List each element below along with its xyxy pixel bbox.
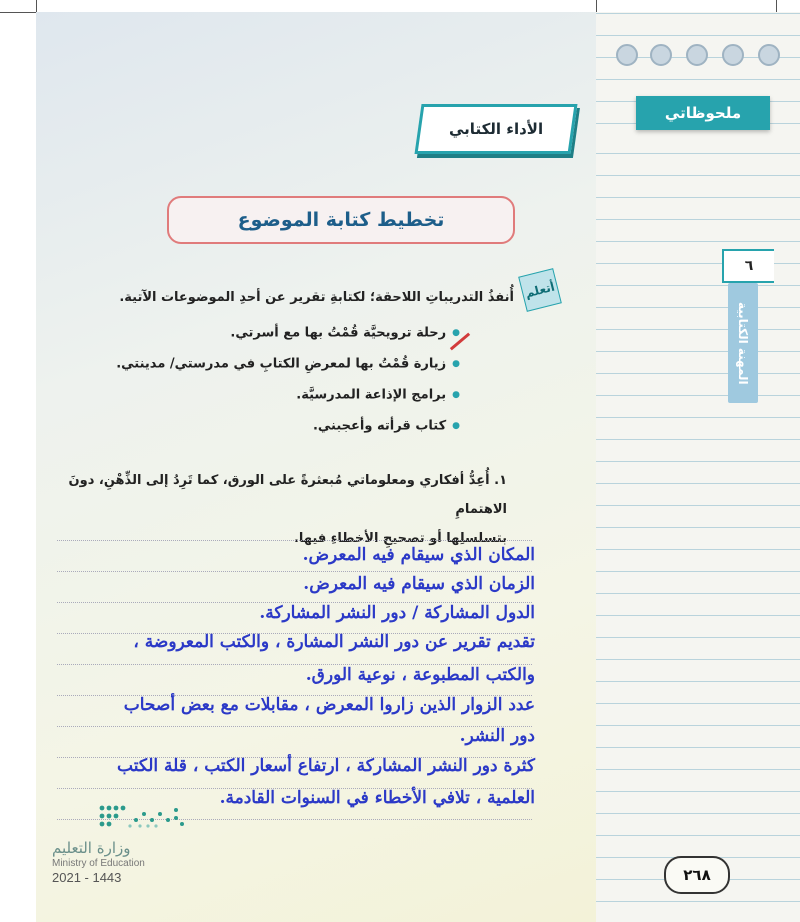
learn-book-icon: أتعلم [518, 268, 562, 312]
crop-mark [0, 12, 36, 13]
crop-mark [596, 0, 597, 12]
ministry-year: 2021 - 1443 [52, 870, 122, 885]
binder-hole [686, 44, 708, 66]
answer-line [57, 540, 532, 541]
list-item: ● برامج الإذاعة المدرسيَّة. [60, 384, 460, 415]
ministry-name-english: Ministry of Education [52, 858, 145, 869]
list-item: ● كتاب قرأته وأعجبني. [60, 415, 460, 446]
ministry-name-arabic: وزارة التعليم [52, 839, 131, 857]
handwritten-answer: المكان الذي سيقام فيه المعرض. [302, 545, 535, 565]
handwritten-answer: الدول المشاركة / دور النشر المشاركة. [259, 603, 535, 623]
notes-label: ملحوظاتي [636, 96, 770, 130]
task-line: ١. أُعِدُّ أفكاري ومعلوماتي مُبعثرةً على الورق، كما تَرِدُ إلى الذِّهْنِ، دونَ الاهتمامِ [68, 473, 507, 517]
handwritten-answer: دور النشر. [459, 726, 535, 746]
binder-hole [650, 44, 672, 66]
instruction-text: أُنفذُ التدريباتِ اللاحقة؛ لكتابةِ تقرير عن أحدِ الموضوعات الآتية. [119, 290, 514, 305]
unit-number: ٦ [722, 249, 774, 283]
handwritten-answer: كثرة دور النشر المشاركة ، ارتفاع أسعار الكتب ، قلة الكتب [117, 756, 535, 776]
crop-mark [776, 0, 777, 12]
section-tab-label: الأداء الكتابي [448, 120, 544, 138]
crop-mark [36, 0, 37, 12]
list-item: ● زيارة قُمْتُ بها لمعرضِ الكتابِ في مدرستي/ مدينتي. [60, 353, 460, 384]
handwritten-answer: العلمية ، تلافي الأخطاء في السنوات القادمة. [219, 788, 535, 808]
handwritten-answer: تقديم تقرير عن دور النشر المشارة ، والكتب المعروضة ، [133, 632, 535, 652]
handwritten-answer: عدد الزوار الذين زاروا المعرض ، مقابلات مع بعض أصحاب [123, 695, 535, 715]
task-line: بتسلسلِها أو تصحيحِ الأخطاءِ فيها. [293, 531, 507, 546]
handwritten-answer: والكتب المطبوعة ، نوعية الورق. [305, 665, 535, 685]
answer-line [57, 571, 532, 572]
ministry-logo-icon [96, 800, 188, 832]
handwritten-answer: الزمان الذي سيقام فيه المعرض. [303, 574, 535, 594]
binder-hole [758, 44, 780, 66]
unit-title: المهنة الكتابية [728, 283, 758, 403]
list-item: ● رحلة ترويحيَّة قُمْتُ بها مع أسرتي. [60, 322, 460, 353]
lesson-title: تخطيط كتابة الموضوع [237, 209, 445, 231]
binder-hole [616, 44, 638, 66]
notes-panel [596, 12, 800, 922]
lesson-title-box [167, 196, 515, 244]
topics-list [60, 322, 460, 446]
binder-hole [722, 44, 744, 66]
section-tab [414, 104, 577, 154]
page-number: ٢٦٨ [664, 856, 730, 894]
